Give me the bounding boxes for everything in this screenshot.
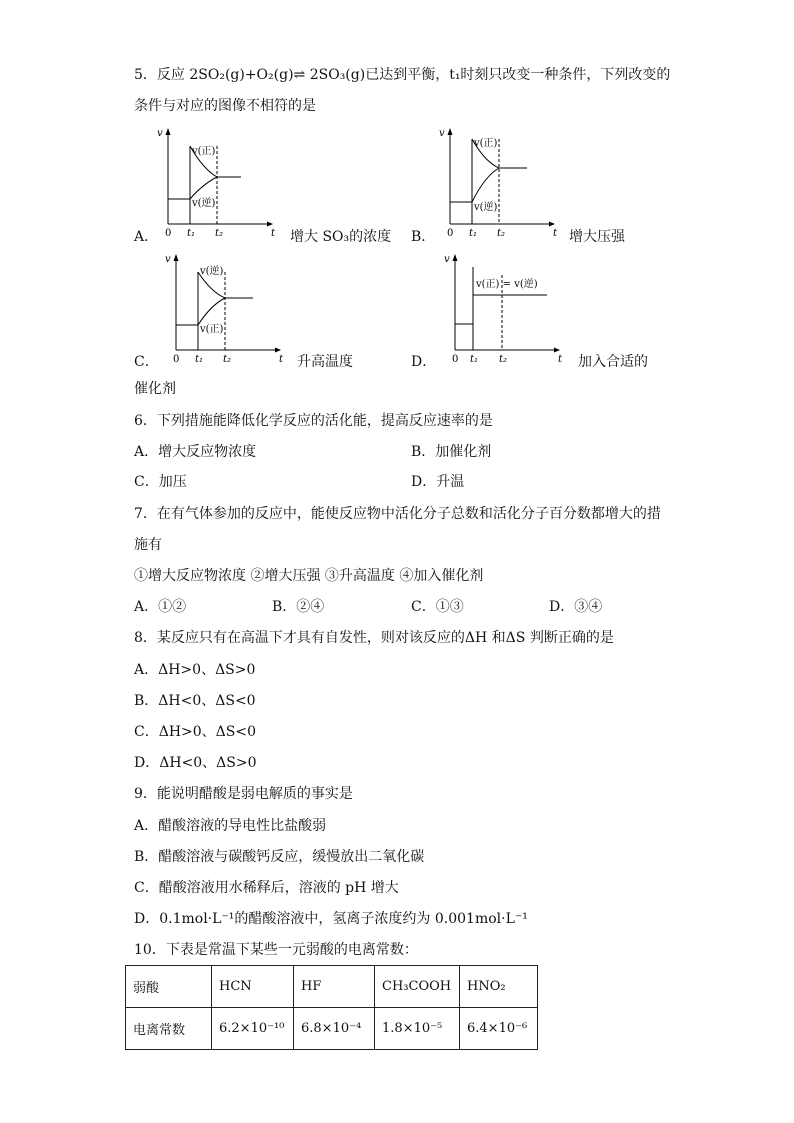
graph-a bbox=[155, 124, 285, 243]
q8-option-a: A．ΔH>0、ΔS>0 bbox=[134, 662, 256, 678]
q6-stem: 6．下列措施能降低化学反应的活化能，提高反应速率的是 bbox=[134, 413, 493, 429]
graph-c-lower-label: v(正) bbox=[200, 324, 224, 335]
graph-c-upper-label: v(逆) bbox=[200, 266, 224, 277]
q8-stem: 8．某反应只有在高温下才具有自发性，则对该反应的ΔH 和ΔS 判断正确的是 bbox=[134, 630, 614, 646]
q8-option-d: D．ΔH<0、ΔS>0 bbox=[134, 755, 257, 771]
q7-option-b: B．②④ bbox=[272, 599, 325, 615]
graph-c-svg bbox=[163, 250, 293, 365]
q7-items: ①增大反应物浓度 ②增大压强 ③升高温度 ④加入催化剂 bbox=[134, 568, 484, 584]
q10-stem: 10．下表是常温下某些一元弱酸的电离常数： bbox=[134, 942, 418, 958]
graph-d-upper-label: v(正) = v(逆) bbox=[476, 279, 538, 290]
graph-a-origin: 0 bbox=[165, 228, 172, 239]
table-cell: HF bbox=[294, 966, 375, 1008]
q6-option-c: C．加压 bbox=[134, 474, 187, 490]
q5-option-d-caption: 加入合适的 bbox=[578, 354, 648, 370]
graph-a-t1: t₁ bbox=[187, 228, 196, 239]
svg-text:v: v bbox=[165, 254, 171, 265]
q5-option-b-caption: 增大压强 bbox=[569, 229, 625, 245]
graph-d bbox=[442, 250, 572, 369]
svg-text:t: t bbox=[558, 354, 563, 365]
q7-option-d: D．③④ bbox=[549, 599, 603, 615]
graph-c bbox=[163, 250, 293, 369]
q5-option-a-caption: 增大 SO₃的浓度 bbox=[290, 229, 392, 245]
graph-a-v-label: v bbox=[157, 128, 163, 139]
q9-option-a: A．醋酸溶液的导电性比盐酸弱 bbox=[134, 818, 327, 834]
q8-option-b: B．ΔH<0、ΔS<0 bbox=[134, 693, 256, 709]
q6-option-d: D．升温 bbox=[411, 474, 465, 490]
svg-text:0: 0 bbox=[447, 228, 454, 239]
q9-stem: 9．能说明醋酸是弱电解质的事实是 bbox=[134, 786, 353, 802]
svg-text:0: 0 bbox=[452, 354, 459, 365]
svg-text:v: v bbox=[444, 254, 450, 265]
svg-text:v: v bbox=[439, 128, 445, 139]
graph-b-lower-label: v(逆) bbox=[474, 202, 498, 213]
graph-d-svg bbox=[442, 250, 572, 365]
svg-text:t₂: t₂ bbox=[497, 228, 506, 239]
table-cell: 6.8×10⁻⁴ bbox=[294, 1008, 375, 1050]
graph-a-t2: t₂ bbox=[215, 228, 224, 239]
q9-option-c: C．醋酸溶液用水稀释后，溶液的 pH 增大 bbox=[134, 880, 399, 896]
graph-b bbox=[437, 124, 567, 243]
svg-text:t₁: t₁ bbox=[470, 354, 479, 365]
table-header-row bbox=[126, 966, 538, 1008]
q5-option-c-caption: 升高温度 bbox=[297, 354, 353, 370]
q5-option-d-wrap: 催化剂 bbox=[134, 381, 176, 397]
svg-text:t: t bbox=[279, 354, 284, 365]
table-row bbox=[126, 1008, 538, 1050]
graph-a-upper-label: v(正) bbox=[192, 146, 216, 157]
q5-option-a-letter: A． bbox=[134, 229, 159, 245]
q6-option-b: B．加催化剂 bbox=[411, 444, 492, 460]
table-cell: HCN bbox=[212, 966, 294, 1008]
graph-a-svg bbox=[155, 124, 285, 239]
table-cell: 弱酸 bbox=[126, 966, 212, 1008]
q7-option-a: A．①② bbox=[134, 599, 187, 615]
table-cell: CH₃COOH bbox=[375, 966, 460, 1008]
table-cell: 6.4×10⁻⁶ bbox=[460, 1008, 538, 1050]
table-cell: 6.2×10⁻¹⁰ bbox=[212, 1008, 294, 1050]
q5-option-b-letter: B． bbox=[411, 229, 436, 245]
q7-stem-line1: 7．在有气体参加的反应中，能使反应物中活化分子总数和活化分子百分数都增大的措 bbox=[134, 506, 661, 522]
svg-text:t₁: t₁ bbox=[469, 228, 478, 239]
table-cell: 1.8×10⁻⁵ bbox=[375, 1008, 460, 1050]
graph-a-t-label: t bbox=[271, 228, 276, 239]
q7-stem-line2: 施有 bbox=[134, 537, 162, 553]
ionization-table bbox=[125, 965, 538, 1050]
q5-option-d-letter: D． bbox=[411, 354, 437, 370]
table-cell: 电离常数 bbox=[126, 1008, 212, 1050]
q9-option-d: D．0.1mol·L⁻¹的醋酸溶液中，氢离子浓度约为 0.001mol·L⁻¹ bbox=[134, 911, 528, 927]
svg-text:t₂: t₂ bbox=[223, 354, 232, 365]
svg-text:t₂: t₂ bbox=[499, 354, 508, 365]
q6-option-a: A．增大反应物浓度 bbox=[134, 444, 257, 460]
q9-option-b: B．醋酸溶液与碳酸钙反应，缓慢放出二氧化碳 bbox=[134, 849, 425, 865]
svg-text:t₁: t₁ bbox=[195, 354, 204, 365]
q7-option-c: C．①③ bbox=[411, 599, 464, 615]
q8-option-c: C．ΔH>0、ΔS<0 bbox=[134, 724, 257, 740]
graph-a-lower-label: v(逆) bbox=[192, 198, 216, 209]
q5-stem-line1: 5．反应 2SO₂(g)+O₂(g)⇌ 2SO₃(g)已达到平衡，t₁时刻只改变一种条件，下列改变的 bbox=[134, 67, 671, 83]
svg-text:0: 0 bbox=[173, 354, 180, 365]
graph-b-upper-label: v(正) bbox=[474, 138, 498, 149]
q5-stem-line2: 条件与对应的图像不相符的是 bbox=[134, 98, 316, 114]
q5-option-c-letter: C． bbox=[134, 354, 159, 370]
table-cell: HNO₂ bbox=[460, 966, 538, 1008]
svg-text:t: t bbox=[553, 228, 558, 239]
graph-b-svg bbox=[437, 124, 567, 239]
